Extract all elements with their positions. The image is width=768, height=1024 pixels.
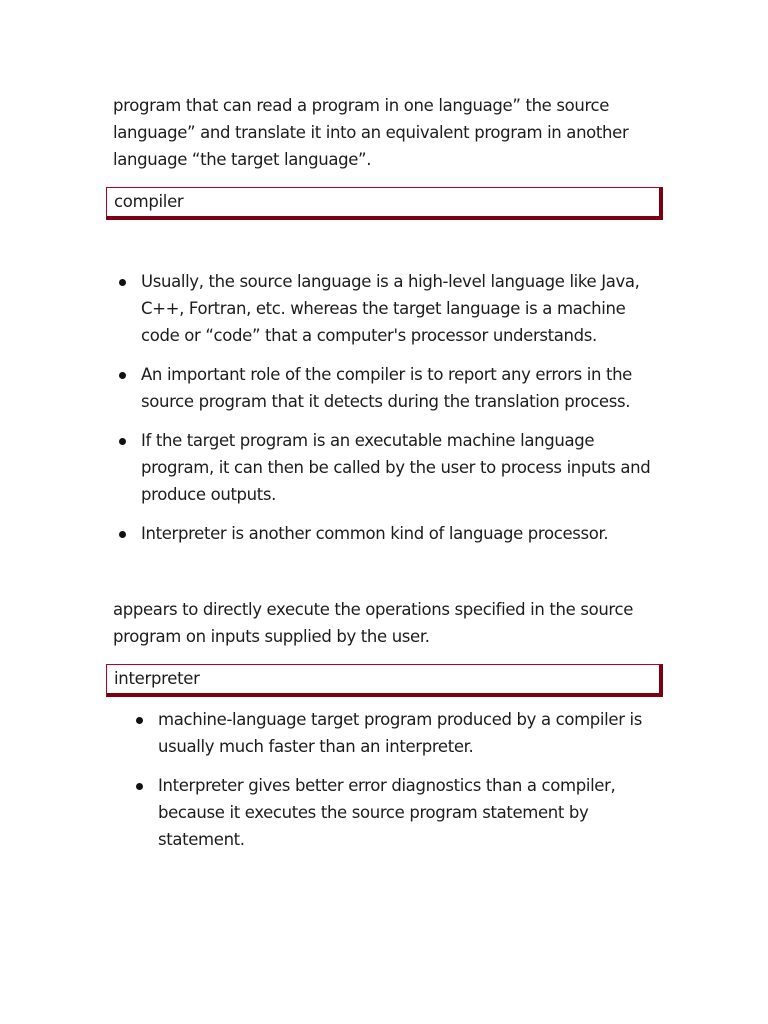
bullet-icon [119,372,126,379]
interpreter-answer-field[interactable] [106,664,663,697]
bullet-icon [119,531,126,538]
list-item [141,520,661,547]
interpreter-question-text: appears to directly execute the operations specified in the source program on inputs supplied by the user. [113,600,634,646]
list-item [158,706,658,760]
bullet-icon [119,438,126,445]
list-item-text: machine-language target program produced by a compiler is usually much faster than an interpreter. [158,710,643,756]
bullet-icon [119,279,126,286]
interpreter-answer-value: interpreter [114,669,200,688]
interpreter-notes-list [158,706,658,853]
list-item [141,268,661,349]
bullet-icon [136,717,143,724]
bullet-icon [136,783,143,790]
list-item-text: If the target program is an executable machine language program, it can then be called by the user to process inputs and produce outputs. [141,431,651,504]
list-item-text: Interpreter is another common kind of language processor. [141,524,609,543]
list-item [158,772,658,853]
list-item-text: Interpreter gives better error diagnostics than a compiler, because it executes the source program statement by statement. [158,776,616,849]
compiler-answer-field[interactable] [106,187,663,220]
compiler-notes-list [141,268,661,547]
list-item [141,361,661,415]
compiler-question-text: program that can read a program in one language” the source language” and translate it into an equivalent program in another language “the target language”. [113,96,629,169]
list-item-text: An important role of the compiler is to report any errors in the source program that it detects during the translation process. [141,365,632,411]
compiler-answer-value: compiler [114,192,184,211]
list-item-text: Usually, the source language is a high-level language like Java, C++, Fortran, etc. whereas the target language is a machine code or “code” that a computer's processor understands. [141,272,640,345]
list-item [141,427,661,508]
